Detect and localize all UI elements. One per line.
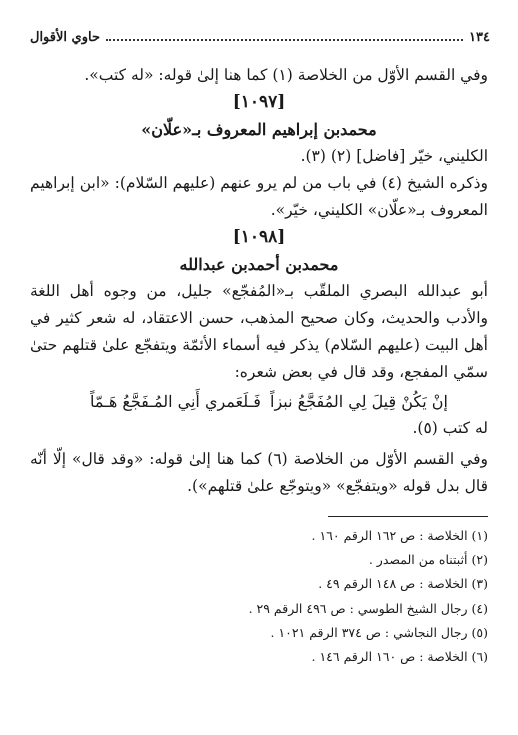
verse-first-hemistich: إنْ يَكُنْ قِيلَ لِي المُفَجَّعُ نبزاً xyxy=(270,392,448,411)
entry-text: وذكره الشيخ (٤) في باب من لم يرو عنهم (عليهم السّلام): «ابن إبراهيم المعروف بـ«علّان» الكليني، خيّر». xyxy=(30,174,488,219)
footnote: (٣) الخلاصة : ص ١٤٨ الرقم ٤٩ . xyxy=(318,576,488,592)
footnote: (٤) رجال الشيخ الطوسي : ص ٤٩٦ الرقم ٢٩ . xyxy=(248,600,488,616)
poem-verse xyxy=(30,388,488,415)
header-leader-dots xyxy=(106,39,463,41)
entry-text: له كتب (٥). xyxy=(412,419,488,437)
footnote-separator xyxy=(328,516,488,517)
verse-second-hemistich: فَـلَعَمري أَنِي المُـفَجَّعُ هَـمّاً xyxy=(90,392,261,411)
entry-text: وفي القسم الأوّل من الخلاصة (٦) كما هنا إلىٰ قوله: «وقد قال» إلّا أنّه قال بدل قوله «ويتفجّع» «ويتوجّع علىٰ قتلهم»). xyxy=(30,450,488,495)
page-number: ١٣٤ xyxy=(469,30,490,45)
entry-text: الكليني، خيّر [فاضل] (٢) (٣). xyxy=(300,147,488,165)
footnote: (٥) رجال النجاشي : ص ٣٧٤ الرقم ١٠٢١ . xyxy=(270,624,488,640)
book-title: حاوي الأقوال xyxy=(30,30,100,45)
footnote: (٦) الخلاصة : ص ١٦٠ الرقم ١٤٦ . xyxy=(311,649,488,665)
paragraph-intro: وفي القسم الأوّل من الخلاصة (١) كما هنا إلىٰ قوله: «له كتب». xyxy=(84,66,488,84)
footnotes xyxy=(30,524,488,669)
entry-title: محمدبن أحمدبن عبدالله xyxy=(179,255,339,274)
entry-number: [١٠٩٧] xyxy=(232,92,286,112)
footnote: (٢) أثبتناه من المصدر . xyxy=(368,552,488,568)
footnote: (١) الخلاصة : ص ١٦٢ الرقم ١٦٠ . xyxy=(311,528,488,543)
main-text xyxy=(30,62,488,500)
entry-title: محمدبن إبراهيم المعروف بـ«علّان» xyxy=(141,120,377,139)
entry-text: أبو عبدالله البصري الملقّب بـ«المُفجّع» جليل، من وجوه أهل اللغة والأدب والحديث، وكان صحيح المذهب، حسن الاعتقاد، له شعر كثير في أهل البيت (عليهم السّلام) يذكر فيه أسماء الأئمّة ويتفجّع علىٰ قتلهم حتىٰ سمّي المفجع، وقد قال في بعض شعره: xyxy=(30,282,488,381)
entry-number: [١٠٩٨] xyxy=(232,227,286,247)
running-header xyxy=(30,30,490,45)
